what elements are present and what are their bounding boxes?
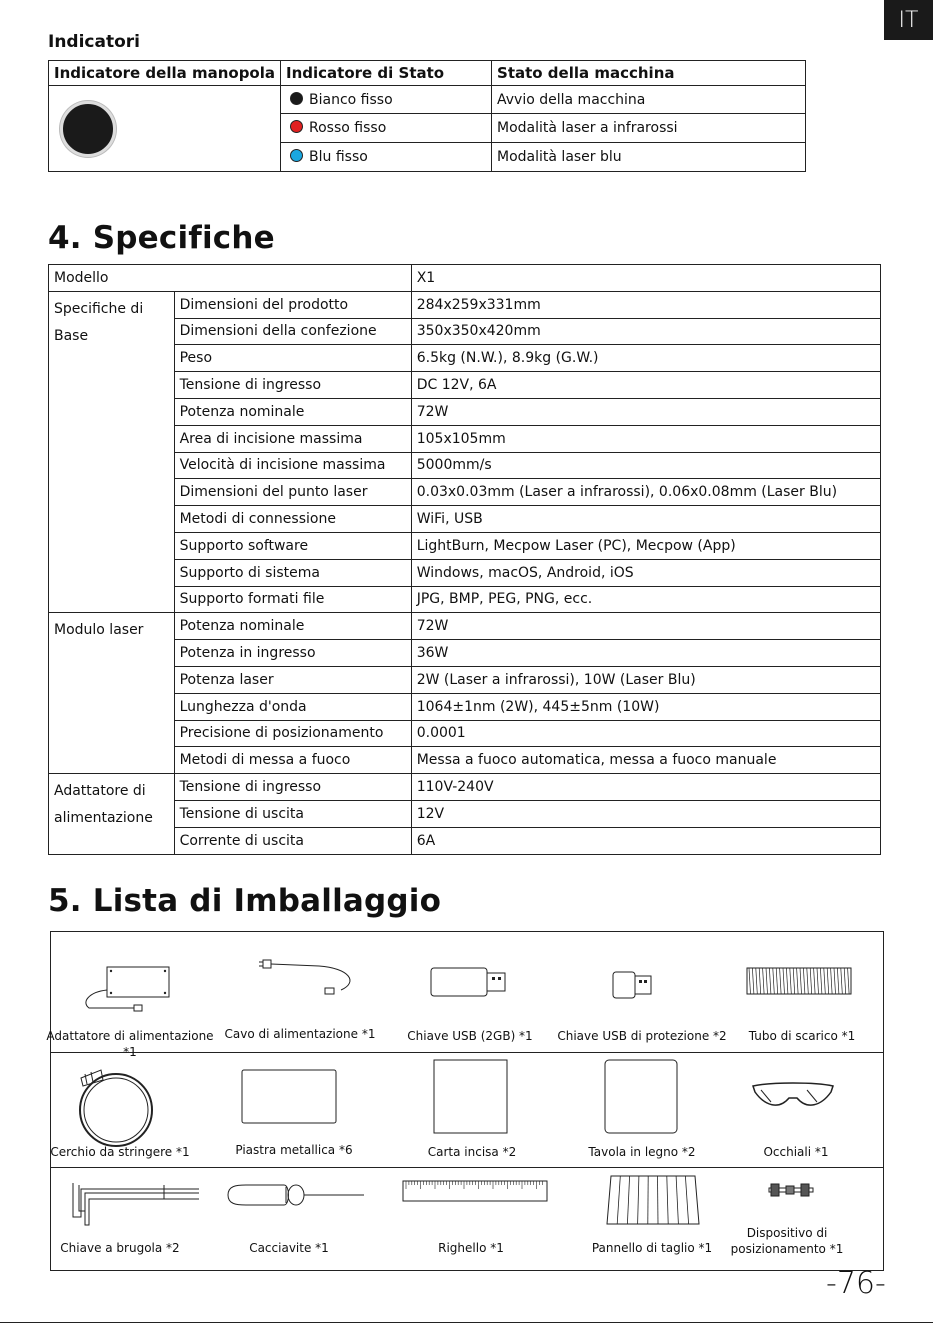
spec-value: 0.0001 [411, 720, 880, 747]
spec-value: WiFi, USB [411, 506, 880, 533]
header-machine: Stato della macchina [492, 61, 806, 86]
spec-value: 1064±1nm (2W), 445±5nm (10W) [411, 693, 880, 720]
model-value: X1 [411, 265, 880, 292]
spec-key: Tensione di uscita [174, 800, 411, 827]
panel-slat [638, 1176, 639, 1224]
panel-slat [685, 1176, 688, 1224]
white-dot-icon [290, 92, 303, 105]
spec-value: 105x105mm [411, 425, 880, 452]
red-dot-icon [290, 120, 303, 133]
header-status: Indicatore di Stato [281, 61, 492, 86]
tube-rib [797, 968, 799, 994]
header-knob: Indicatore della manopola [49, 61, 281, 86]
tube-rib [776, 968, 778, 994]
cutting-panel-icon [603, 1172, 701, 1228]
spec-key: Supporto software [174, 532, 411, 559]
tube-rib [759, 968, 761, 994]
indicators-table [48, 60, 806, 172]
status-label: Bianco fisso [309, 91, 393, 108]
tube-rib [841, 968, 843, 994]
tube-rib [800, 968, 802, 994]
spec-key: Supporto formati file [174, 586, 411, 613]
tube-rib [824, 968, 826, 994]
packing-list [46, 931, 884, 1271]
row-divider [51, 1167, 883, 1168]
spec-value: 36W [411, 640, 880, 667]
item-label: Tavola in legno *2 [588, 1145, 696, 1159]
item-label: Carta incisa *2 [427, 1145, 517, 1159]
spec-key: Velocità di incisione massima [174, 452, 411, 479]
tube-rib [820, 968, 822, 994]
metal-plate-icon [241, 1069, 337, 1125]
wood-board-icon [604, 1059, 680, 1135]
tube-rib [837, 968, 839, 994]
tube-rib [807, 968, 809, 994]
spec-group-label: Specifiche di Base [49, 291, 175, 613]
specs-title: 4. Specifiche [48, 220, 275, 256]
indicators-title: Indicatori [48, 32, 140, 52]
spec-value: 110V-240V [411, 774, 880, 801]
tube-rib [783, 968, 785, 994]
tube-rib [814, 968, 816, 994]
language-tab: IT [884, 0, 933, 40]
spec-value: 0.03x0.03mm (Laser a infrarossi), 0.06x0.08mm (Laser Blu) [411, 479, 880, 506]
panel-slat [627, 1176, 629, 1224]
spec-key: Potenza in ingresso [174, 640, 411, 667]
status-label: Blu fisso [309, 149, 368, 165]
tube-rib [817, 968, 819, 994]
tube-rib [790, 968, 792, 994]
item-label: Chiave a brugola *2 [60, 1241, 180, 1255]
model-label: Modello [49, 265, 412, 292]
spec-key: Metodi di connessione [174, 506, 411, 533]
power-adapter-icon [79, 962, 174, 1017]
item-label: Cavo di alimentazione *1 [224, 1027, 376, 1041]
spec-value: 350x350x420mm [411, 318, 880, 345]
spec-key: Metodi di messa a fuoco [174, 747, 411, 774]
status-row [281, 114, 492, 143]
spec-group-label: Adattatore di alimentazione [49, 774, 175, 854]
spec-value: 12V [411, 800, 880, 827]
spec-key: Peso [174, 345, 411, 372]
spec-key: Precisione di posizionamento [174, 720, 411, 747]
tube-rib [749, 968, 751, 994]
tube-rib [793, 968, 795, 994]
machine-state: Modalità laser blu [492, 143, 806, 172]
status-label: Rosso fisso [309, 120, 387, 136]
status-row [281, 143, 492, 172]
spec-value: 6A [411, 827, 880, 854]
exhaust-tube-icon [745, 966, 855, 998]
safety-glasses-icon [751, 1080, 835, 1116]
usb-dongle-icon [611, 970, 656, 1002]
tube-rib [769, 968, 771, 994]
tube-rib [786, 968, 788, 994]
spec-value: Messa a fuoco automatica, messa a fuoco manuale [411, 747, 880, 774]
page-number: -76- [826, 1266, 886, 1301]
spec-key: Corrente di uscita [174, 827, 411, 854]
spec-value: JPG, BMP, PEG, PNG, ecc. [411, 586, 880, 613]
item-label: Adattatore di alimentazione *1 [46, 1029, 214, 1059]
hex-key-icon [69, 1179, 203, 1229]
panel-slat [667, 1176, 668, 1224]
spec-value: DC 12V, 6A [411, 372, 880, 399]
knob-indicator-icon [60, 101, 116, 157]
tube-rib [773, 968, 775, 994]
tube-rib [831, 968, 833, 994]
spec-value: 72W [411, 613, 880, 640]
tube-rib [766, 968, 768, 994]
spec-group-label: Modulo laser [49, 613, 175, 774]
panel-slat [617, 1176, 620, 1224]
spec-key: Dimensioni della confezione [174, 318, 411, 345]
spec-value: LightBurn, Mecpow Laser (PC), Mecpow (App) [411, 532, 880, 559]
tube-rib [810, 968, 812, 994]
tube-rib [756, 968, 758, 994]
tube-rib [827, 968, 829, 994]
specs-table [48, 264, 881, 855]
status-row [281, 86, 492, 114]
spec-key: Lunghezza d'onda [174, 693, 411, 720]
hose-clamp-icon [71, 1060, 161, 1150]
screwdriver-icon [226, 1182, 366, 1212]
ruler-icon [402, 1180, 548, 1202]
item-label: Cacciavite *1 [249, 1241, 329, 1255]
spec-value: 6.5kg (N.W.), 8.9kg (G.W.) [411, 345, 880, 372]
usb-drive-icon [429, 966, 509, 1001]
item-label: Righello *1 [438, 1241, 504, 1255]
tube-rib [834, 968, 836, 994]
item-label: Occhiali *1 [763, 1145, 829, 1159]
spec-key: Supporto di sistema [174, 559, 411, 586]
item-label: Tubo di scarico *1 [748, 1029, 856, 1043]
spec-value: Windows, macOS, Android, iOS [411, 559, 880, 586]
tube-rib [763, 968, 765, 994]
power-cable-icon [259, 952, 369, 1002]
spec-key: Area di incisione massima [174, 425, 411, 452]
item-label: Cerchio da stringere *1 [50, 1145, 190, 1159]
panel-slat [658, 1176, 659, 1224]
item-label: Dispositivo di posizionamento *1 [730, 1226, 844, 1256]
spec-value: 5000mm/s [411, 452, 880, 479]
item-label: Pannello di taglio *1 [591, 1241, 713, 1255]
spec-key: Potenza laser [174, 666, 411, 693]
spec-value: 2W (Laser a infrarossi), 10W (Laser Blu) [411, 666, 880, 693]
item-label: Chiave USB di protezione *2 [557, 1029, 727, 1043]
machine-state: Avvio della macchina [492, 86, 806, 114]
machine-state: Modalità laser a infrarossi [492, 114, 806, 143]
tube-rib [848, 968, 850, 994]
spec-key: Dimensioni del punto laser [174, 479, 411, 506]
spec-value: 284x259x331mm [411, 291, 880, 318]
bottom-rule [0, 1322, 933, 1323]
spec-key: Tensione di ingresso [174, 372, 411, 399]
item-label: Chiave USB (2GB) *1 [407, 1029, 533, 1043]
tube-rib [803, 968, 805, 994]
tube-rib [780, 968, 782, 994]
knob-cell [49, 86, 281, 172]
spec-key: Tensione di ingresso [174, 774, 411, 801]
engraving-paper-icon [433, 1059, 509, 1135]
item-label: Piastra metallica *6 [235, 1143, 353, 1157]
panel-slat [676, 1176, 678, 1224]
blue-dot-icon [290, 149, 303, 162]
spec-value: 72W [411, 398, 880, 425]
spec-key: Potenza nominale [174, 398, 411, 425]
positioning-device-icon [765, 1180, 817, 1202]
spec-key: Dimensioni del prodotto [174, 291, 411, 318]
tube-rib [752, 968, 754, 994]
spec-key: Potenza nominale [174, 613, 411, 640]
tube-rib [844, 968, 846, 994]
packing-title: 5. Lista di Imballaggio [48, 883, 442, 919]
